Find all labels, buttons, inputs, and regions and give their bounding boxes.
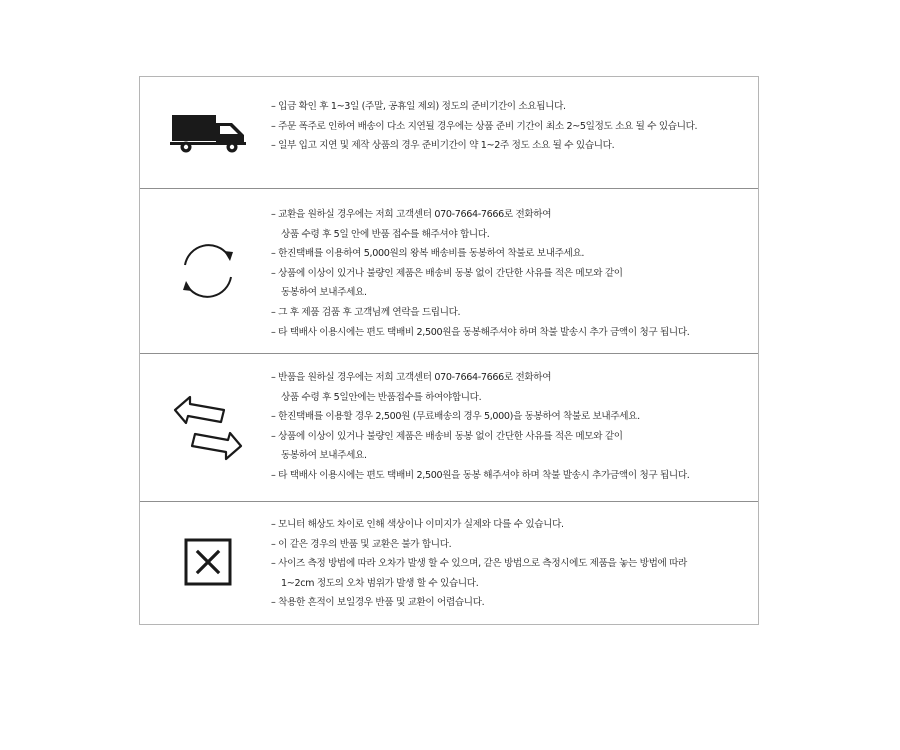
- refresh-circle-icon: [168, 236, 248, 306]
- notice-line: 1~2cm 정도의 오차 범위가 발생 할 수 있습니다.: [281, 577, 479, 589]
- exchange-line: – 한진택배를 이용하여 5,000원의 왕복 배송비를 동봉하여 착불로 보내주세요.: [271, 248, 585, 260]
- exchange-line: 상품 수령 후 5일 안에 반품 접수를 해주셔야 합니다.: [281, 228, 490, 240]
- return-line: – 상품에 이상이 있거나 불량인 제품은 배송비 동봉 없이 간단한 사유를 적은 메모와 같이: [271, 430, 623, 442]
- exchange-section: [140, 189, 758, 354]
- notice-line: – 모니터 해상도 차이로 인해 색상이나 이미지가 실제와 다를 수 있습니다.: [271, 519, 564, 530]
- shipping-line: – 주문 폭주로 인하여 배송이 다소 지연될 경우에는 상품 준비 기간이 최소 2~5일정도 소요 될 수 있습니다.: [271, 120, 698, 132]
- return-arrows-icon: [168, 393, 248, 463]
- return-section: [140, 354, 758, 502]
- notice-lines: [271, 515, 752, 613]
- exchange-line: – 그 후 제품 검품 후 고객님께 연락을 드립니다.: [271, 306, 461, 318]
- shipping-line: – 일부 입고 지연 및 제작 상품의 경우 준비기간이 약 1~2주 정도 소요 될 수 있습니다.: [271, 140, 615, 152]
- exchange-line: – 상품에 이상이 있거나 불량인 제품은 배송비 동봉 없이 간단한 사유를 적은 메모와 같이: [271, 267, 623, 279]
- return-line: – 반품을 원하실 경우에는 저희 고객센터 070-7664-7666로 전화하여: [271, 372, 552, 383]
- return-line: – 한진택배를 이용할 경우 2,500원 (무료배송의 경우 5,000)을 동봉하여 착불로 보내주세요.: [271, 411, 640, 423]
- shipping-lines: [271, 97, 752, 156]
- notice-line: – 착용한 흔적이 보일경우 반품 및 교환이 어렵습니다.: [271, 597, 485, 609]
- truck-icon: [168, 98, 248, 168]
- exchange-lines: [271, 205, 752, 342]
- notice-line: – 사이즈 측정 방법에 따라 오차가 발생 할 수 있으며, 같은 방법으로 측정시에도 제품을 놓는 방법에 따라: [271, 558, 687, 570]
- notice-line: – 이 같은 경우의 반품 및 교환은 불가 합니다.: [271, 538, 452, 550]
- return-line: 상품 수령 후 5일안에는 반품접수를 하여야합니다.: [281, 391, 482, 403]
- exchange-line: – 타 택배사 이용시에는 편도 택배비 2,500원을 동봉해주셔야 하며 착불 발송시 추가 금액이 청구 됩니다.: [271, 326, 690, 338]
- exchange-line: 동봉하여 보내주세요.: [281, 287, 367, 299]
- return-line: 동봉하여 보내주세요.: [281, 450, 367, 462]
- exchange-line: – 교환을 원하실 경우에는 저희 고객센터 070-7664-7666로 전화하여: [271, 209, 552, 220]
- return-lines: [271, 368, 752, 486]
- notice-section: [140, 502, 758, 624]
- shipping-return-notice-box: [139, 76, 759, 625]
- return-line: – 타 택배사 이용시에는 편도 택배비 2,500원을 동봉 해주셔야 하며 착불 발송시 추가금액이 청구 됩니다.: [271, 469, 690, 481]
- shipping-section: [140, 77, 758, 189]
- x-box-icon: [168, 527, 248, 597]
- shipping-line: – 입금 확인 후 1~3일 (주말, 공휴일 제외) 정도의 준비기간이 소요됩니다.: [271, 101, 566, 112]
